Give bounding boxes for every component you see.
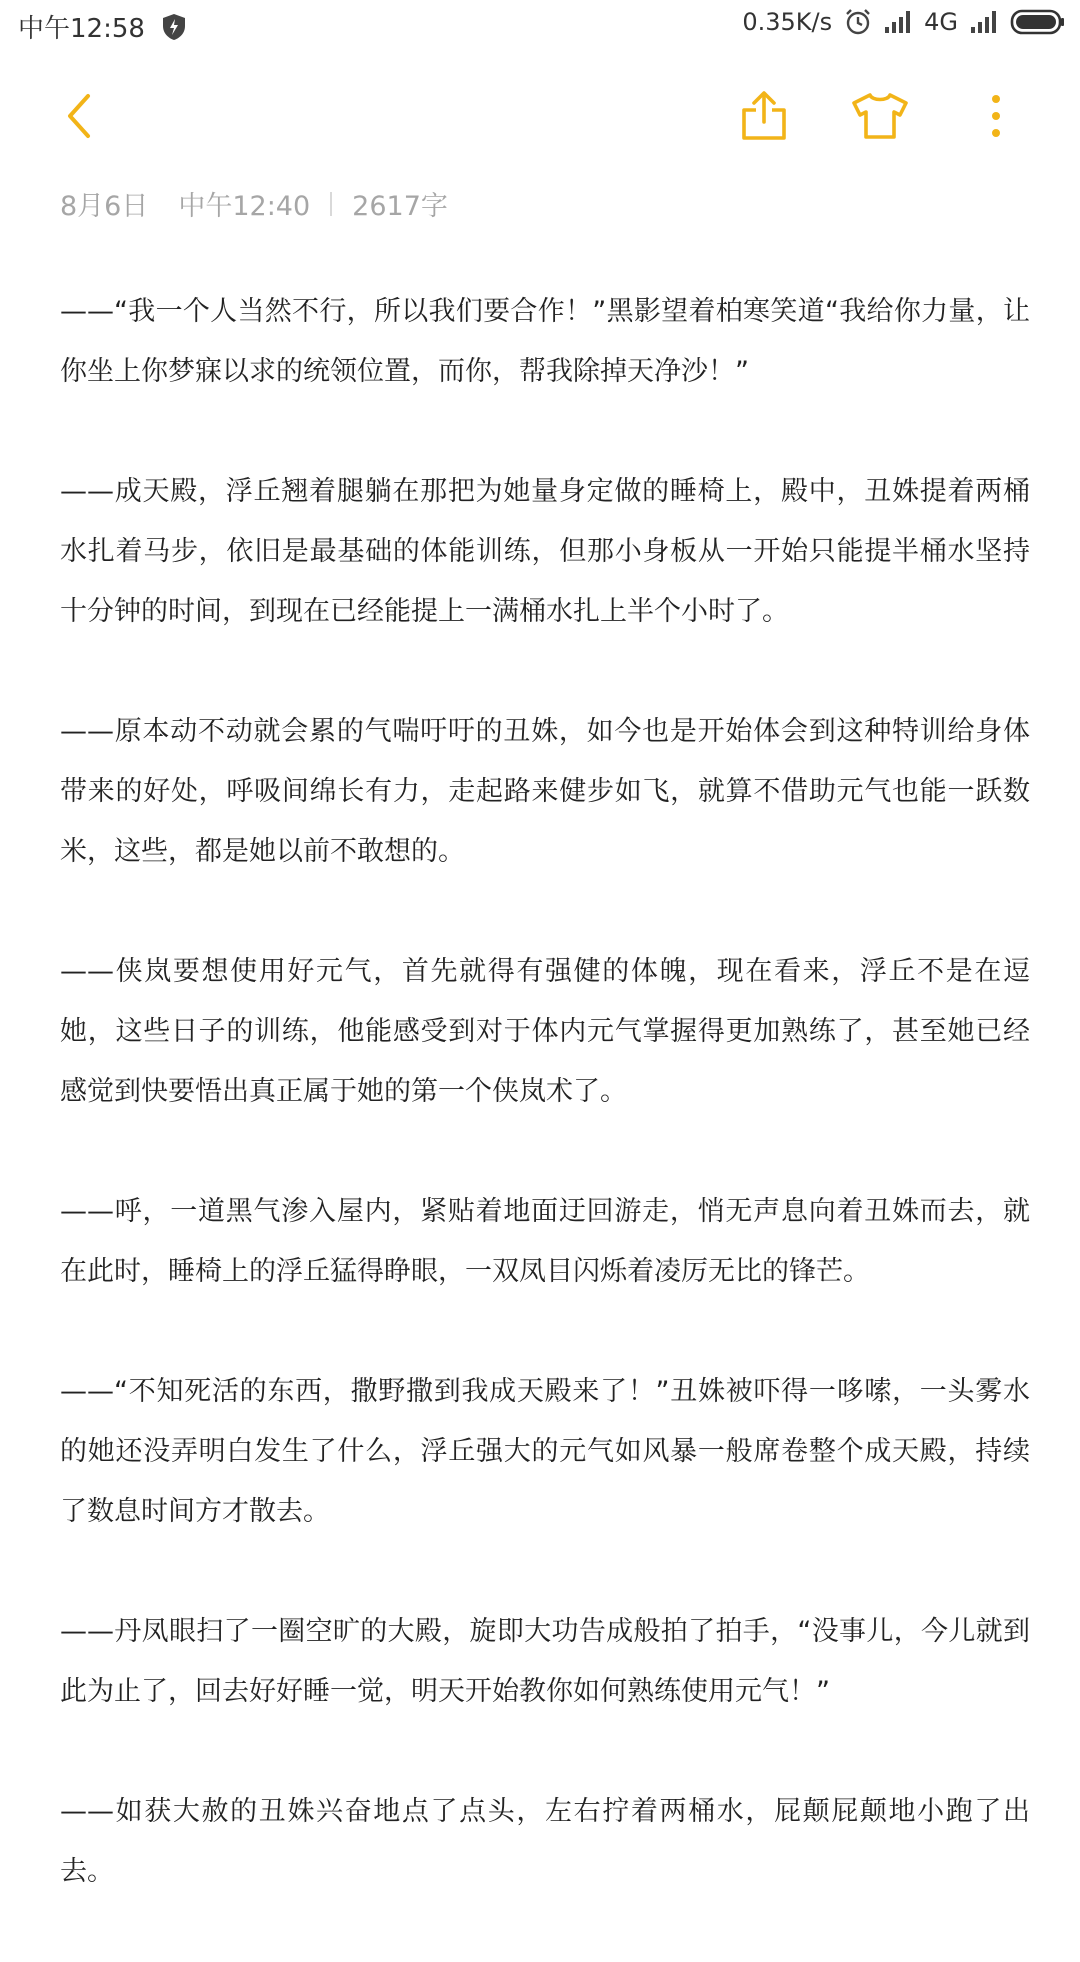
note-time: 中午12:40 <box>178 191 311 222</box>
share-icon <box>740 90 788 146</box>
note-date: 8月6日 <box>60 191 149 222</box>
paragraph: ——成天殿，浮丘翘着腿躺在那把为她量身定做的睡椅上，殿中，丑姝提着两桶水扎着马步，依旧是最基础的体能训练，但那小身板从一开始只能提半桶水坚持十分钟的时间，到现在已经能提上一满桶水扎上半个小时了。 <box>60 476 1030 627</box>
paragraph: ——原本动不动就会累的气喘吁吁的丑姝，如今也是开始体会到这种特训给身体带来的好处，呼吸间绵长有力，走起路来健步如飞，就算不借助元气也能一跃数米，这些，都是她以前不敢想的。 <box>60 716 1030 867</box>
paragraph: ——侠岚要想使用好元气，首先就得有强健的体魄，现在看来，浮丘不是在逗她，这些日子的训练，他能感受到对于体内元气掌握得更加熟练了，甚至她已经感觉到快要悟出真正属于她的第一个侠岚术了。 <box>60 956 1030 1107</box>
paragraph: ——丹凤眼扫了一圈空旷的大殿，旋即大功告成般拍了拍手，“没事儿，今儿就到此为止了，回去好好睡一觉，明天开始教你如何熟练使用元气！” <box>60 1616 1030 1707</box>
back-icon <box>60 92 100 144</box>
more-button[interactable] <box>956 78 1036 158</box>
note-toolbar <box>0 78 1080 158</box>
more-icon <box>990 93 1002 143</box>
note-content[interactable] <box>60 282 1030 1962</box>
theme-shirt-icon <box>850 91 910 145</box>
meta-divider <box>330 192 332 216</box>
network-type: 4G <box>924 8 958 36</box>
status-time: 中午12:58 <box>18 14 145 44</box>
alarm-icon <box>844 8 872 36</box>
status-bar-right <box>742 8 1066 36</box>
word-count: 2617字 <box>352 191 448 222</box>
signal-icon <box>884 10 912 34</box>
back-button[interactable] <box>40 78 120 158</box>
share-button[interactable] <box>724 78 804 158</box>
signal-4g-icon <box>970 10 998 34</box>
paragraph: ——如获大赦的丑姝兴奋地点了点头，左右拧着两桶水，屁颠屁颠地小跑了出去。 <box>60 1796 1030 1887</box>
note-meta <box>60 184 448 223</box>
paragraph: ——“我一个人当然不行，所以我们要合作！”黑影望着柏寒笑道“我给你力量，让你坐上你梦寐以求的统领位置，而你，帮我除掉天净沙！” <box>60 296 1030 387</box>
paragraph: ——呼，一道黑气渗入屋内，紧贴着地面迂回游走，悄无声息向着丑姝而去，就在此时，睡椅上的浮丘猛得睁眼，一双凤目闪烁着凌厉无比的锋芒。 <box>60 1196 1030 1287</box>
paragraph: ——“不知死活的东西，撒野撒到我成天殿来了！”丑姝被吓得一哆嗦，一头雾水的她还没弄明白发生了什么，浮丘强大的元气如风暴一般席卷整个成天殿，持续了数息时间方才散去。 <box>60 1376 1030 1527</box>
status-bar <box>0 0 1080 52</box>
battery-icon <box>1010 9 1066 35</box>
network-speed: 0.35K/s <box>742 8 833 36</box>
theme-button[interactable] <box>840 78 920 158</box>
shield-bolt-icon <box>161 13 187 41</box>
status-bar-left <box>18 8 187 45</box>
